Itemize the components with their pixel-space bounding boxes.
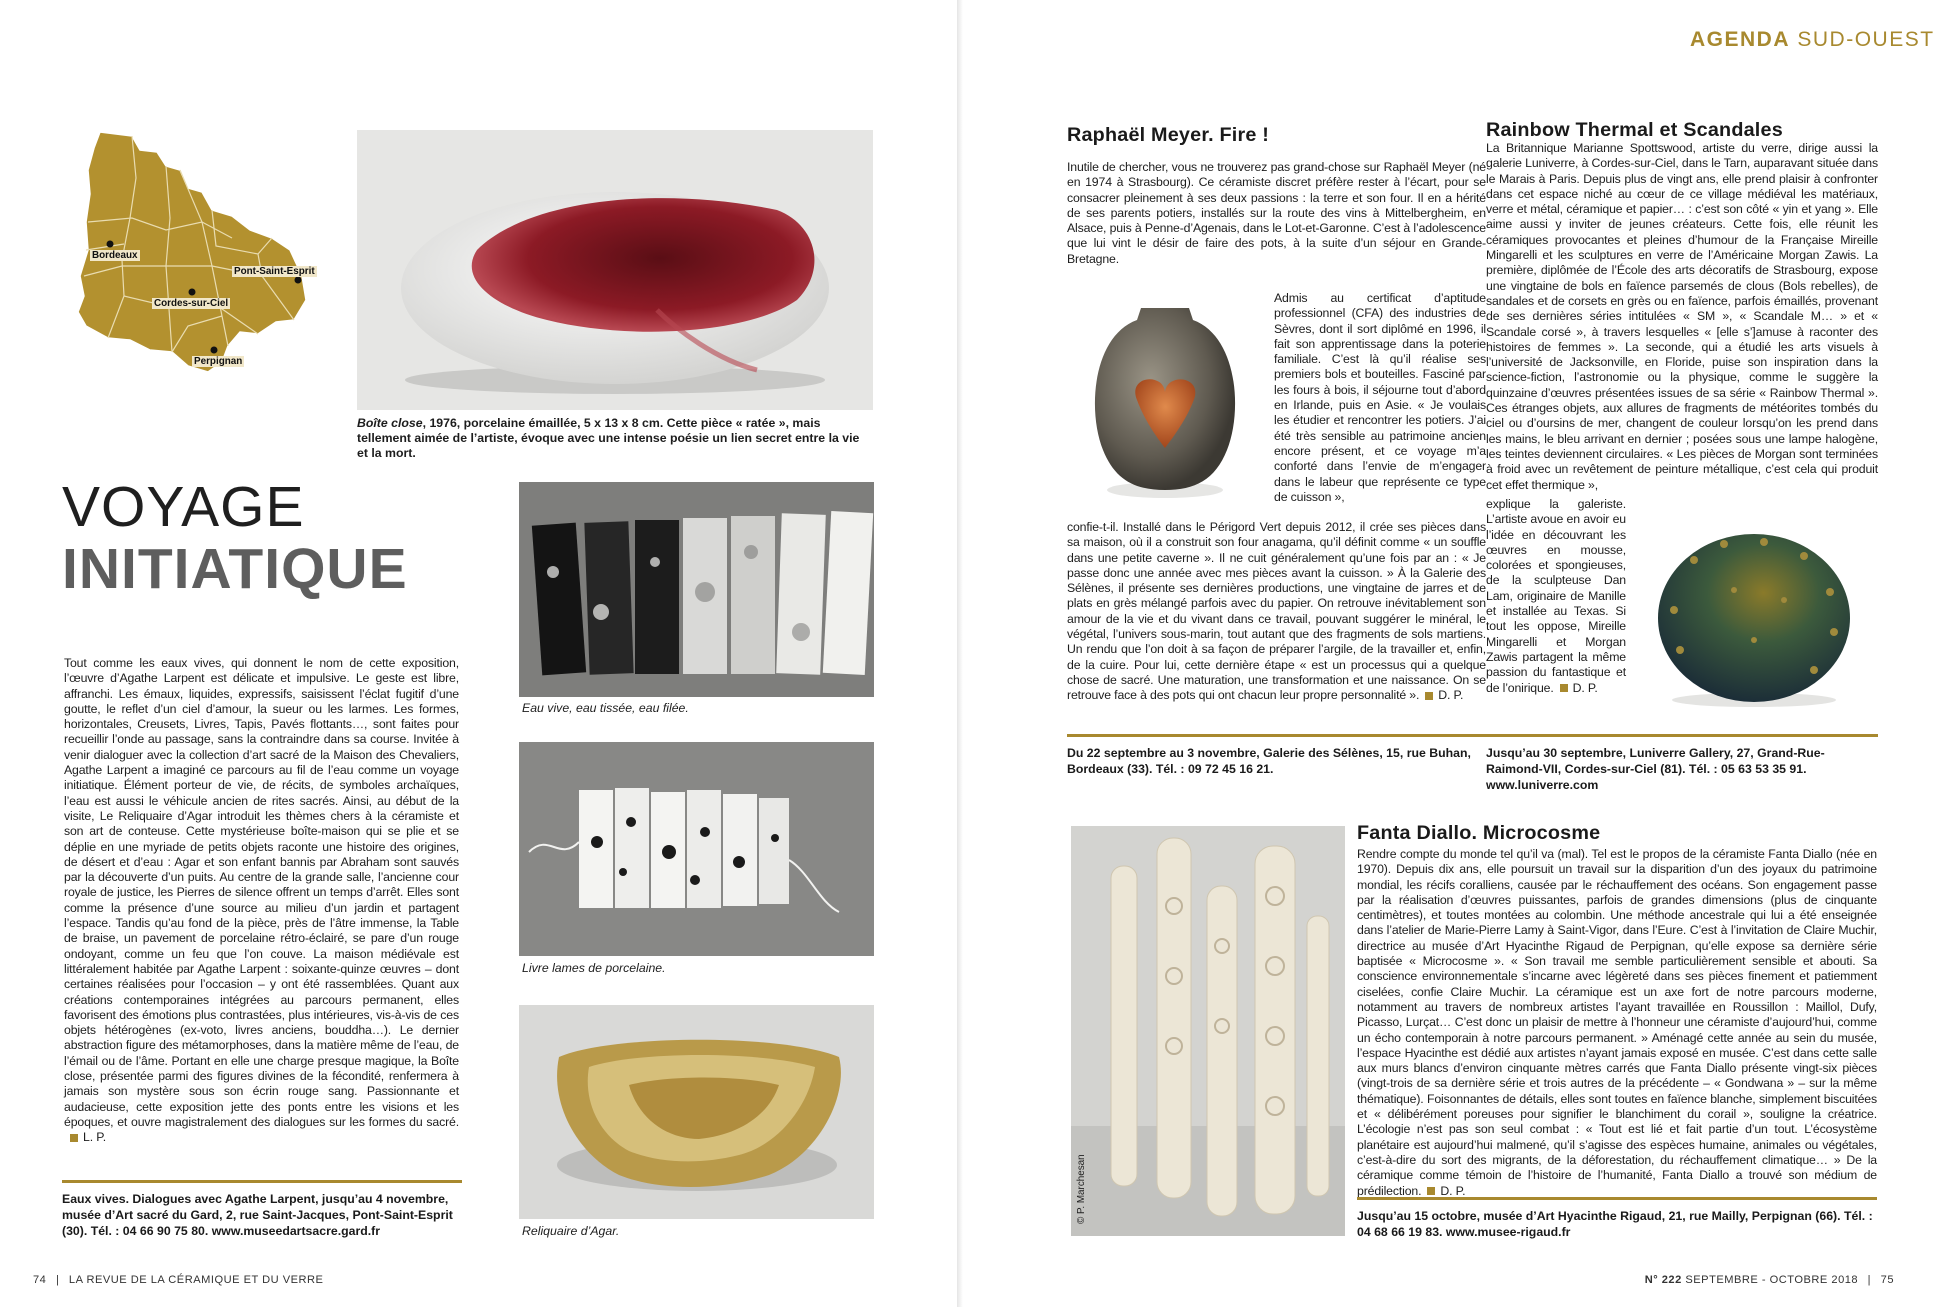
article-body-text: Tout comme les eaux vives, qui donnent le nom de cette exposition, l’œuvre d’Agathe Larpent est délicate et impulsive. Le geste est libre, affranchi. Les émaux, liquides, expressifs, saisissent l’éclat fugitif d’une goutte, le reflet d’un ciel d’amour, la sueur ou les larmes. Les formes, horizontales, Creusets, Livres, Tapis, Pavés flottants…, sont faites pour recueillir l’onde au passage, sans la contraindre dans sa course. Invitée à venir dialoguer avec la collection d’art sacré de la Maison des Chevaliers, Agathe Larpent a imaginé ce parcours au fil de l’eau comme un voyage initiatique. Élément porteur de vie, de récits, de symboles archaïques, l’eau est aussi le véhicule ancien de rites sacrés. Ainsi, au début de la visite, Le Reliquaire d’Agar introduit les thèmes chers à la céramiste et son art de conteuse. Cette mystérieuse boîte-maison qui se plie et se déplie en une myriade de petits objets raconte une histoire des origines, de désert et d’eau : Agar et son enfant bannis par Abraham sont sauvés par la découverte d’un puits. Au centre de la grande salle, l’ancienne cour royale de justice, les Pierres de silence offrent un temps d’arrêt. Elles sont comme la présence d’une source au milieu d’un jardin et partagent l’espace. Tandis qu’au fond de la pièce, près de l’âtre immense, la Table de braise, un pavement de porcelaine rétro-éclairé, se pare d’un rouge ondoyant, comme un feu que l’on couve. La maison médiévale est littéralement habitée par Agathe Larpent : soixante-quinze œuvres – dont certaines réalisées pour l’occasion – y ont été rassemblées. Quant aux créations contemporaines intégrées au parcours permanent, elles favorisent des émotions plus contrastées, plus intérieures, vis-à-vis de ces objets hétérogènes (ex-voto, livres anciens, bouddha…). Le dernier abstraction figure des métamorphoses, dans la matière même de l’eau, de l’émail ou de l’âme. Portant en elle une charge presque magique, la Boîte close, présentée parmi des figures divines de la fécondité, renfermera à jamais son mystère sous son écrin rouge sang. Passionnante et audacieuse, cette exposition jette des ponts entre les visions et les époques, et ouvre magistralement des dialogues sur les formes du sacré. — [64, 656, 459, 1129]
info-diallo: Jusqu’au 15 octobre, musée d’Art Hyacinthe Rigaud, 21, rue Mailly, Perpignan (66). Tél. : 04 68 66 19 83. www.musee-rigaud.fr — [1357, 1197, 1877, 1240]
header-region: SUD-OUEST — [1797, 28, 1935, 51]
photo-diallo-columns — [1071, 826, 1345, 1236]
pont-saint-esprit-marker — [295, 277, 302, 284]
rainbow-body-top: La Britannique Marianne Spottswood, artiste du verre, dirige aussi la galerie Luniverre, à Cordes-sur-Ciel, dans le Tarn, auparavant située dans le Marais à Paris. Depuis plus de vingt ans, elle prend plaisir à confronter dans cet espace niché au cœur de ce village médiéval les matériaux, verre et métal, céramique et papier… : c’est son côté « yin et yang ». Elle aime aussi y inviter de jeunes créateurs. Cette fois, elle réunit les céramiques provocantes et pleines d’humour de la Française Mireille Mingarelli et les sculptures en verre de l’Américaine Morgan Zawis. La première, diplômée de l’École des arts décoratifs de Strasbourg, expose une vingtaine de bols en faïence parsemés de clous (Bols rebelles), de sandales et de corsets en grès ou en faïence, parfois émaillés, provenant de ses dernières séries intitulées « SM », « Scandale M… » et « Scandale corsé », à travers lesquelles « [elle s’]amuse à raconter des histoires de femmes ». La seconde, qui a étudié les arts visuels à l’université de Jacksonville, en Floride, puise son inspiration dans la science-fiction, l’astronomie ou la physique, comme le suggère la quinzaine d’œuvres présentées issues de sa série « Rainbow Thermal ». Ces étranges objets, aux allures de fragments de météorites tombés du ciel ou d’oursins de mer, changent de couleur lorsqu’on les prend dans les mains, le bleu arrivant en dernier ; posées sous une lampe halogène, les teintes deviennent circulaires. « Les pièces de Morgan sont terminées à froid avec un revêtement de peinture métallique, c’est cela qui produit cet effet thermique », — [1486, 141, 1878, 492]
meyer-body-bottom-block — [1067, 520, 1486, 704]
photo-rainbow-sphere — [1634, 500, 1877, 720]
footer-right: N° 222 SEPTEMBRE - OCTOBRE 2018 | 75 — [1644, 1274, 1894, 1286]
rainbow-body-side: explique la galeriste. L’artiste avoue en avoir eu l’idée en découvrant les œuvres en mousse, colorées et spongieuses, de la sculpteuse Dan Lam, originaire de Manille et installée au Texas. Si tout les oppose, Mireille Mingarelli et Morgan Zawis partagent la même passion du fantastique et de l’onirique. — [1486, 497, 1626, 695]
photo-credit: © P. Marchesan — [1076, 1154, 1087, 1224]
meyer-body-top: Inutile de chercher, vous ne trouverez pas grand-chose sur Raphaël Meyer (né en 1974 à Strasbourg). Ce céramiste discret préfère rester à l’écart, pour se consacrer pleinement à ses deux passions : la terre et son four. Il en a hérité de ses parents potiers, installés sur la route des vins à Mittelbergheim, en Alsace, puis à Penne-d’Agenais, dans le Lot-et-Garonne. C’est à l’adolescence que lui vint le désir de faire des pots, à la suite d’un séjour en Grande-Bretagne. — [1067, 160, 1486, 266]
caption-reliquaire: Reliquaire d’Agar. — [522, 1224, 620, 1238]
photo-eau-vive — [519, 482, 874, 697]
caption-boite-close-title: Boîte close — [357, 416, 423, 430]
caption-boite-close-text: , 1976, porcelaine émaillée, 5 x 13 x 8 cm. Cette pièce « ratée », mais tellement aimée de l’artiste, évoque avec une intense poésie un lien secret entre la vie et la mort. — [357, 416, 860, 460]
section-header — [1690, 28, 1935, 52]
end-mark — [1427, 1187, 1435, 1195]
rainbow-signature: D. P. — [1572, 680, 1598, 695]
article-body — [64, 656, 459, 1146]
footer-right-page-number: 75 — [1880, 1274, 1894, 1286]
end-mark — [1425, 692, 1433, 700]
photo-reliquaire — [519, 1005, 874, 1219]
title-meyer: Raphaël Meyer. Fire ! — [1067, 124, 1270, 146]
end-mark — [1560, 684, 1568, 692]
end-mark — [70, 1134, 78, 1142]
page-gutter — [957, 0, 963, 1307]
article-title — [62, 476, 408, 600]
caption-eau-vive: Eau vive, eau tissée, eau filée. — [522, 701, 689, 715]
map-label-bordeaux: Bordeaux — [92, 250, 138, 261]
bordeaux-marker — [107, 241, 114, 248]
map-label-perpignan: Perpignan — [194, 356, 243, 367]
photo-boite-close — [357, 130, 873, 410]
diallo-body: Rendre compte du monde tel qu’il va (mal). Tel est le propos de la céramiste Fanta Diallo (née en 1970). Depuis dix ans, elle poursuit un travail sur la disparition d’un des joyaux du patrimoine mondial, les récifs coralliens, causée par le réchauffement des océans. Son engagement passe par la réalisation d’œuvres puissantes, parfois de grandes dimensions (plus de cinquante centimètres), et toutes montées au colombin. Une méthode ancestrale qui lui a été enseignée dans l’atelier de Marie-Pierre Lamy à Saint-Vigor, dans l’Eure. C’est à l’invitation de Claire Muchir, directrice au musée d’Art Hyacinthe Rigaud de Perpignan, qu’elle expose sa dernière série baptisée « Microcosme ». « Son travail me semble particulièrement sensible et abouti. Sa conscience environnementale s’incarne avec légèreté dans ses pièces finement et patiemment ciselées, confie Claire Muchir. La céramique est un axe fort de notre parcours moderne, notamment au travers de nombreux artistes l’ayant travaillée en Roussillon : Maillol, Dufy, Picasso, Lurçat… C’est donc un plaisir de mettre à l’honneur une céramiste d’aujourd’hui, comme un écho contemporain à notre parcours permanent. » Aménagé cette année au sein du musée, l’espace Hyacinthe est dédié aux artistes n’ayant jamais exposé en musée. C’est dans cette salle aux murs blancs d’environ cinquante mètres carrés que Fanta Diallo présente vingt-six pièces (vingt-trois de sa dernière série et trois autres de la précédente – « Gondwana » – sur la même thématique). Foisonnantes de détails, elles sont toutes en faïence blanche, simplement biscuitées et « délibérément poreuses pour signifier le blanchiment du corail », souligne la créatrice. L’écologie n’est pas son seul combat : « Tout est lié et fait partie d’un tout. L’écosystème planétaire est aujourd’hui malmené, qu’il s’agisse des espèces humaine, animales ou végétales, c’est-à-dire du sort des migrants, de la déforestation, du réchauffement climatique… » De la céramique comme témoin de l’histoire de l’humanité, Fanta Diallo a trouvé son médium de prédilection. — [1357, 847, 1877, 1198]
map-label-cordes-sur-ciel: Cordes-sur-Ciel — [154, 298, 229, 309]
perpignan-marker — [211, 347, 218, 354]
diallo-body-block — [1357, 847, 1877, 1199]
footer-right-issue: N° 222 — [1644, 1274, 1682, 1286]
map-label-pont-saint-esprit: Pont-Saint-Esprit — [234, 266, 315, 277]
rainbow-body-side-block — [1486, 497, 1626, 696]
region-map — [62, 126, 316, 386]
footer-left-text: LA REVUE DE LA CÉRAMIQUE ET DU VERRE — [68, 1274, 324, 1286]
title-rainbow: Rainbow Thermal et Scandales — [1486, 119, 1783, 141]
cordes-sur-ciel-marker — [189, 289, 196, 296]
title-line2: INITIATIQUE — [62, 537, 408, 601]
footer-left: 74 | LA REVUE DE LA CÉRAMIQUE ET DU VERRE — [33, 1274, 324, 1286]
title-diallo: Fanta Diallo. Microcosme — [1357, 822, 1601, 844]
footer-right-text: SEPTEMBRE - OCTOBRE 2018 — [1685, 1274, 1859, 1286]
meyer-signature: D. P. — [1438, 688, 1464, 703]
info-rainbow: Jusqu’au 30 septembre, Luniverre Gallery, 27, Grand-Rue-Raimond-VII, Cordes-sur-Ciel (81). Tél. : 05 63 53 35 91. www.luniverre.com — [1486, 734, 1878, 793]
title-line1: VOYAGE — [62, 475, 305, 539]
footer-left-page-number: 74 — [33, 1274, 47, 1286]
header-agenda: AGENDA — [1690, 28, 1791, 51]
caption-livre-lames: Livre lames de porcelaine. — [522, 961, 666, 975]
article-signature: L. P. — [83, 1130, 106, 1145]
meyer-body-bottom: confie-t-il. Installé dans le Périgord Vert depuis 2012, il crée ses pièces dans sa maison, où il a construit son four anagama, qu’il définit comme « un souffle dans une petite caverne ». Il ne cuit généralement qu’une fois par an : « Je passe donc une année avec mes pièces avant la cuisson. » À la Galerie des Sélènes, il présente ses dernières productions, une vingtaine de jarres et de plats en grès mélangé parfois avec du papier. On retrouve inévitablement son amour de la vie et du vivant dans ce travail, pouvant suggérer le minéral, le végétal, l’univers sous-marin, tout autant que des fragments de sols martiens. Un rendu que l’on doit à sa façon de préparer l’argile, de la travailler et, enfin, de la cuire. Pour lui, cette dernière étape « est un processus qui a quelque chose de sacré. Une maturation, une transformation et une naissance. On se retrouve face à des pots qui ont chacun leur propre personnalité ». — [1067, 520, 1486, 703]
photo-livre-lames — [519, 742, 874, 956]
info-meyer: Du 22 septembre au 3 novembre, Galerie des Sélènes, 15, rue Buhan, Bordeaux (33). Tél. : 09 72 45 16 21. — [1067, 734, 1486, 777]
diallo-signature: D. P. — [1440, 1183, 1466, 1198]
photo-meyer-jar — [1067, 280, 1262, 510]
meyer-body-side: Admis au certificat d’aptitude professionnel (CFA) des industries de Sèvres, dont il sort diplômé en 1996, il fait son apprentissage dans la poterie familiale. C’est là qu’il réalise ses premiers bols et bouteilles. Fasciné par les fours à bois, il séjourne tout d’abord en Irlande, puis en Asie. « Je voulais les étudier et rencontrer les potiers. J’ai été très sensible au patrimoine ancien encore présent, et ce voyage m’a conforté dans l’envie de m’engager dans le labeur que représente ce type de cuisson », — [1274, 291, 1486, 504]
info-eaux-vives: Eaux vives. Dialogues avec Agathe Larpent, jusqu’au 4 novembre, musée d’Art sacré du Gard, 2, rue Saint-Jacques, Pont-Saint-Esprit (30). Tél. : 04 66 90 75 80. www.museedartsacre.gard.fr — [62, 1180, 462, 1239]
caption-boite-close — [357, 416, 873, 461]
